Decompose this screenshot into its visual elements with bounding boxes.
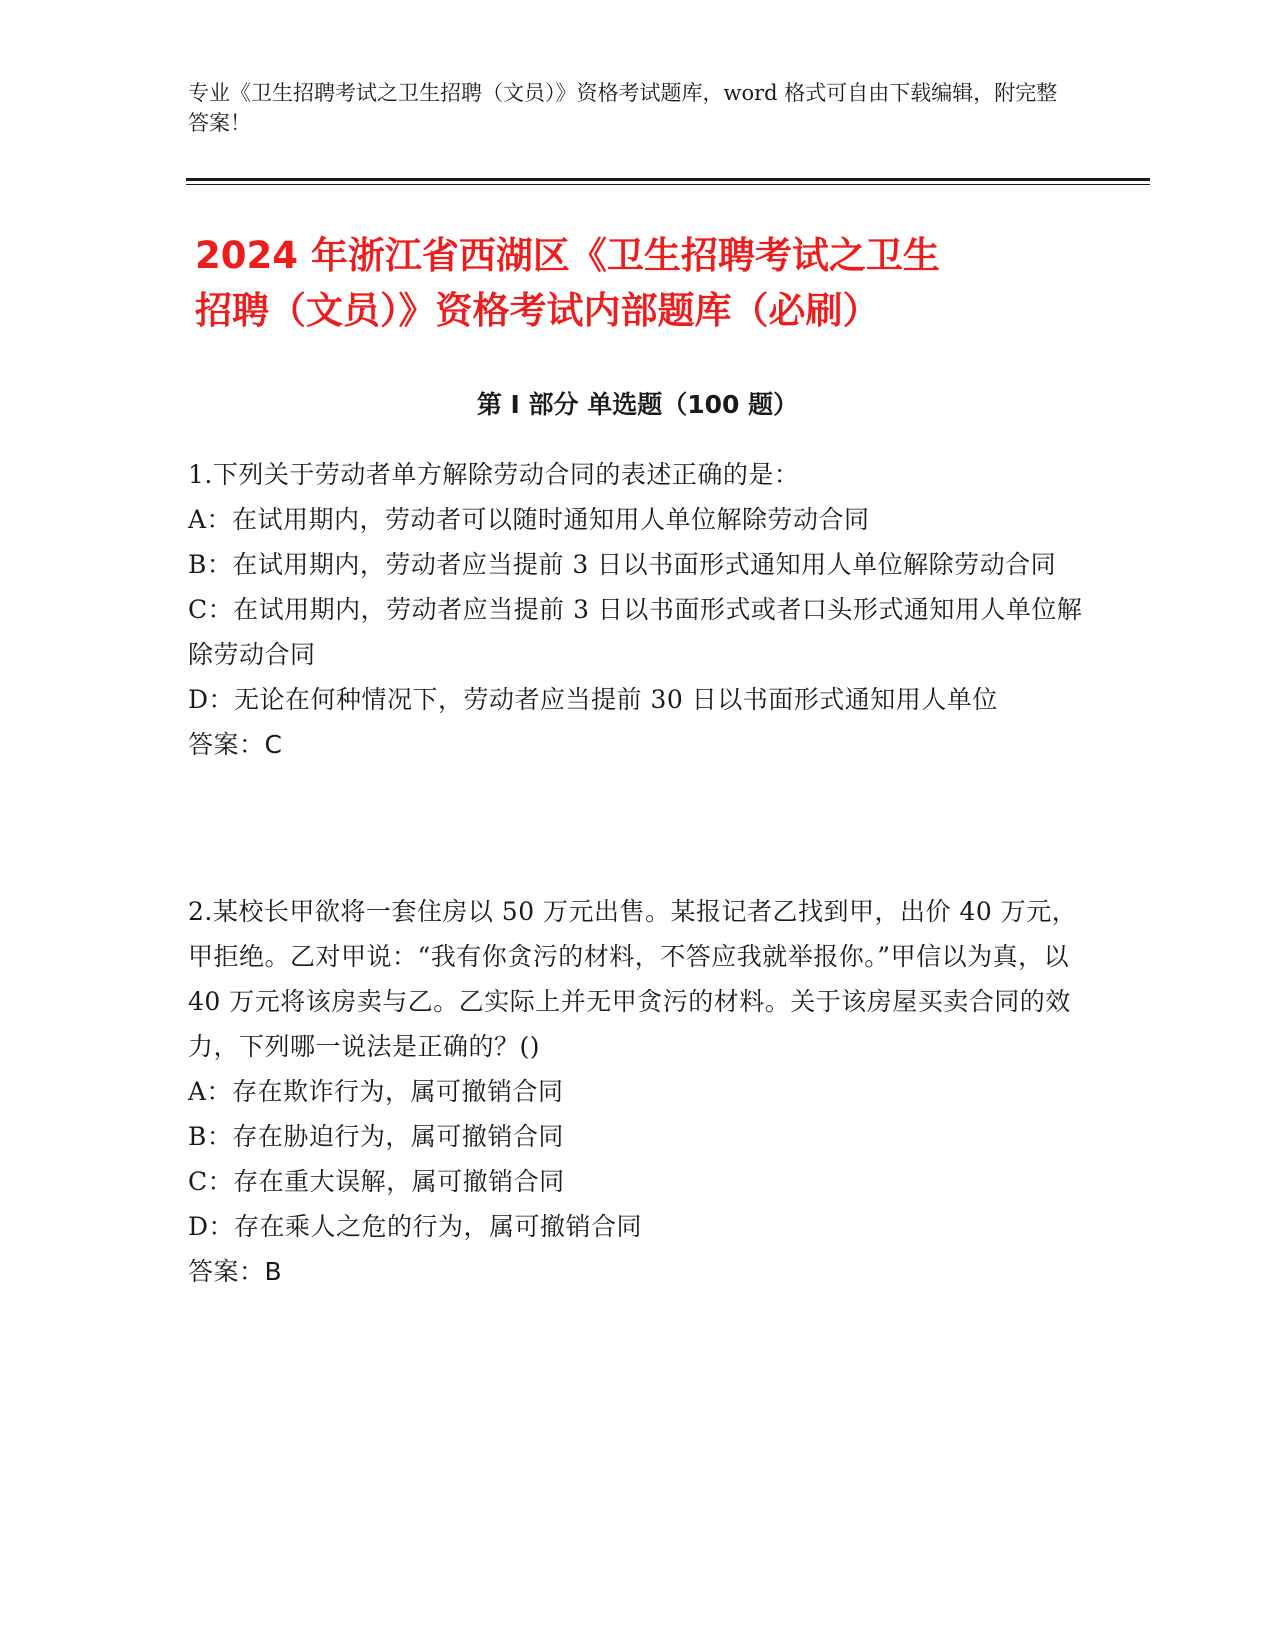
- option-a: A：在试用期内，劳动者可以随时通知用人单位解除劳动合同: [188, 505, 870, 534]
- question-1: [188, 452, 1088, 767]
- header-note: 专业《卫生招聘考试之卫生招聘（文员）》资格考试题库，word 格式可自由下载编辑，附完整答案！: [188, 81, 1058, 135]
- option-b: B：存在胁迫行为，属可撤销合同: [188, 1122, 564, 1151]
- option-b: B：在试用期内，劳动者应当提前 3 日以书面形式通知用人单位解除劳动合同: [188, 550, 1057, 579]
- document-title-line-1: 2024 年浙江省西湖区《卫生招聘考试之卫生: [195, 234, 940, 277]
- answer: 答案：B: [188, 1257, 283, 1286]
- document-title: [195, 228, 1095, 338]
- option-c: C：存在重大误解，属可撤销合同: [188, 1167, 565, 1196]
- option-c: C：在试用期内，劳动者应当提前 3 日以书面形式或者口头形式通知用人单位解除劳动合同: [188, 595, 1083, 669]
- question-stem: 2.某校长甲欲将一套住房以 50 万元出售。某报记者乙找到甲，出价 40 万元，甲拒绝。乙对甲说：“我有你贪污的材料，不答应我就举报你。”甲信以为真，以 40 万元将该房卖与乙。乙实际上并无甲贪污的材料。关于该房屋买卖合同的效力，下列哪一说法是正确的？(): [188, 897, 1078, 1061]
- section-heading: 第 I 部分 单选题（100 题）: [476, 390, 799, 419]
- document-title-line-2: 招聘（文员）》资格考试内部题库（必刷）: [195, 289, 880, 332]
- question-2: [188, 889, 1088, 1294]
- question-stem: 1.下列关于劳动者单方解除劳动合同的表述正确的是：: [188, 460, 800, 489]
- header-divider-thick: [186, 178, 1150, 181]
- header-divider-thin: [186, 184, 1150, 185]
- option-d: D：无论在何种情况下，劳动者应当提前 30 日以书面形式通知用人单位: [188, 685, 998, 714]
- option-a: A：存在欺诈行为，属可撤销合同: [188, 1077, 564, 1106]
- answer: 答案：C: [188, 730, 283, 759]
- option-d: D：存在乘人之危的行为，属可撤销合同: [188, 1212, 643, 1241]
